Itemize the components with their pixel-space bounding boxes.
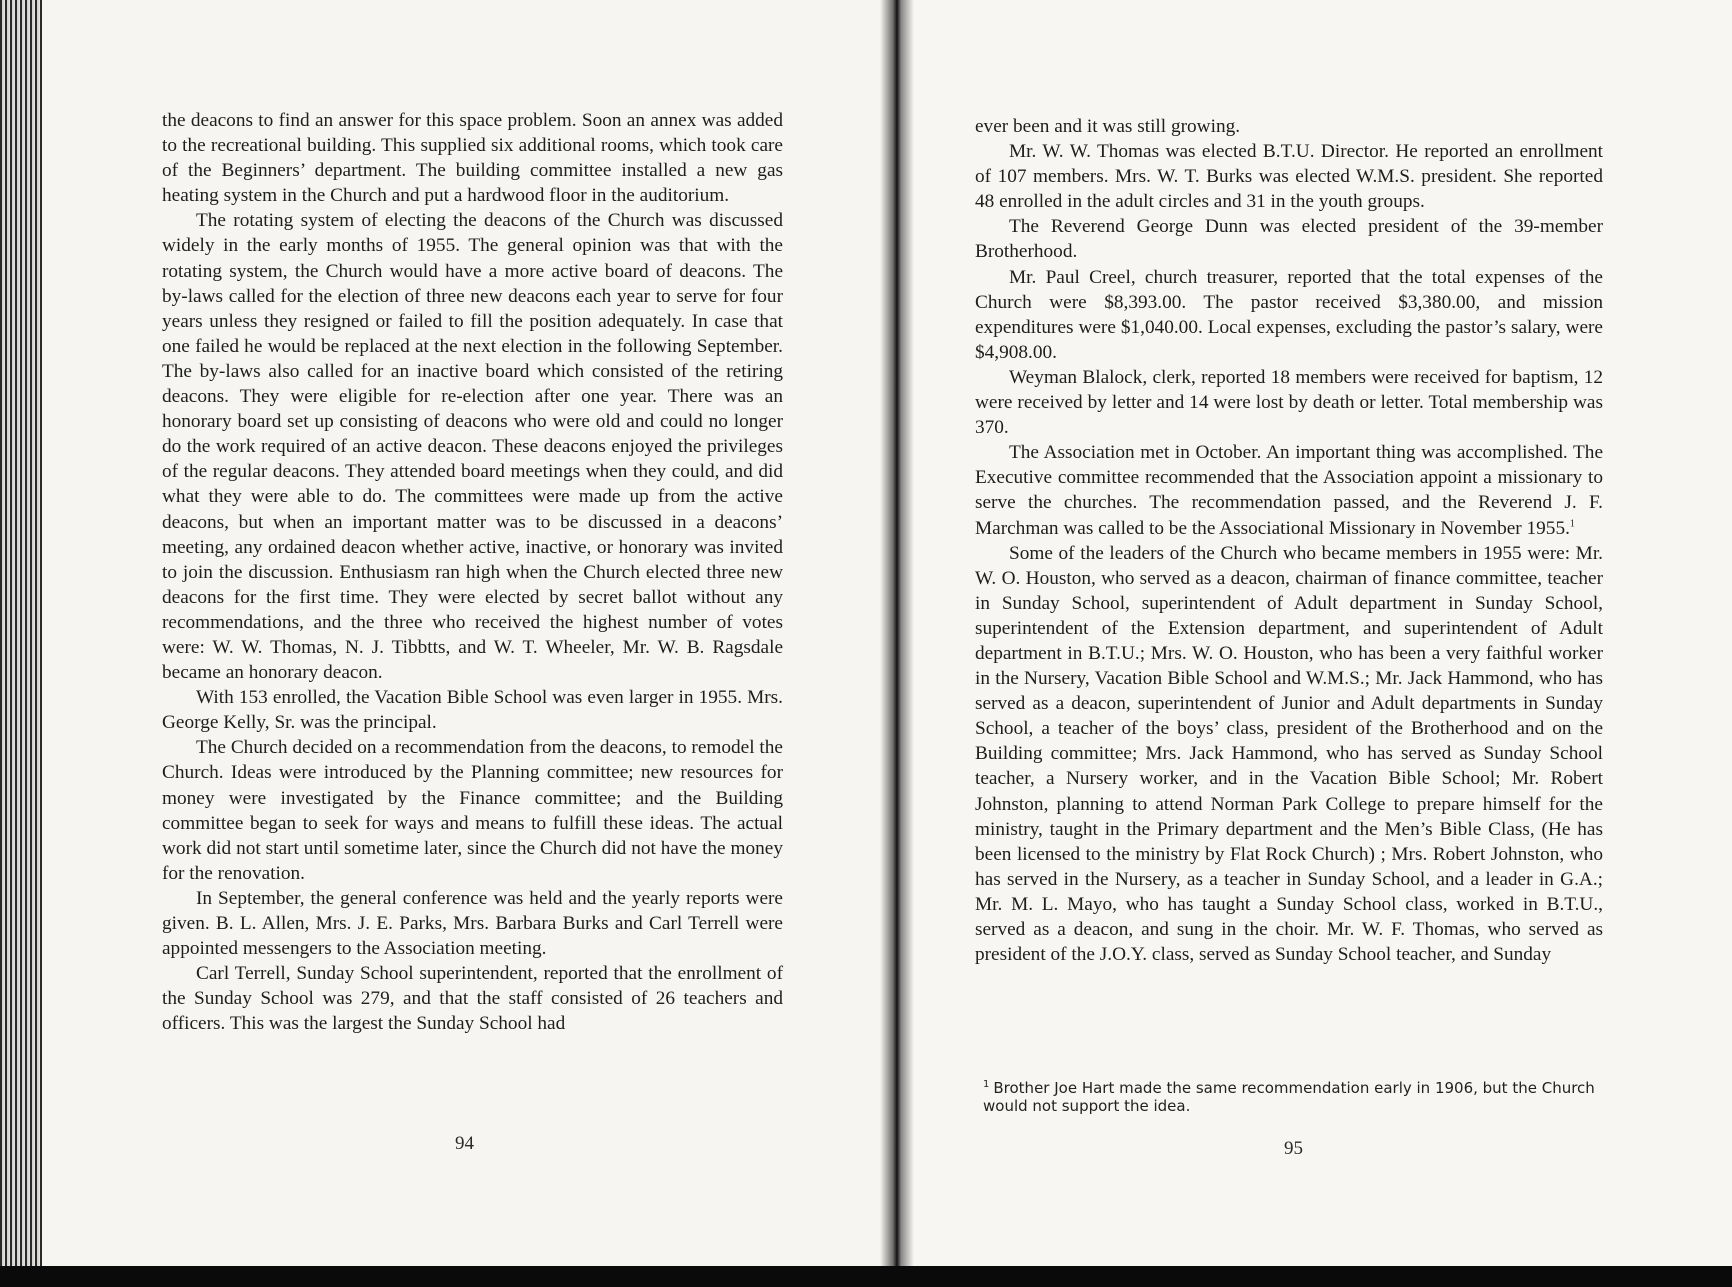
paragraph: the deacons to find an answer for this space problem. Soon an annex was added to the recreational building. This supplied six additional rooms, which took care of the Beginners’ department. The building committee installed a new gas heating system in the Church and put a hardwood floor in the auditorium.	[162, 110, 783, 207]
left-page-text	[162, 108, 783, 1036]
page-number: 95	[1284, 1138, 1303, 1159]
paragraph: Mr. W. W. Thomas was elected B.T.U. Director. He reported an enrollment of 107 members. Mrs. W. T. Burks was elected W.M.S. president. She reported 48 enrolled in the adult circles and 31 in the youth groups.	[975, 141, 1603, 213]
paragraph: The Church decided on a recommendation from the deacons, to remodel the Church. Ideas were introduced by the Planning committee; new resources for money were investigated by the Finance committee; and the Building committee began to seek for ways and means to fulfill these ideas. The actual work did not start until sometime later, since the Church did not have the money for the renovation.	[162, 737, 783, 884]
footnote	[983, 1076, 1605, 1115]
paragraph-text: The Association met in October. An important thing was accomplished. The Executive committee recommended that the Association appoint a missionary to serve the churches. The recommendation passed, and the Reverend J. F. Marchman was called to be the Associational Missionary in November 1955.	[975, 442, 1603, 539]
scan-bottom-edge	[0, 1266, 1732, 1287]
right-page-text	[975, 114, 1603, 967]
book-gutter	[880, 0, 914, 1287]
paragraph: The rotating system of electing the deacons of the Church was discussed widely in the early months of 1955. The general opinion was that with the rotating system, the Church would have a more active board of deacons. The by-laws called for the election of three new deacons each year to serve for four years unless they resigned or failed to fill the position adequately. In case that one failed he would be replaced at the next election in the following September. The by-laws also called for an inactive board which consisted of the retiring deacons. They were eligible for re-election after one year. There was an honorary board set up consisting of deacons who were old and could no longer do the work required of an active deacon. These deacons enjoyed the privileges of the regular deacons. They attended board meetings when they could, and did what they were able to do. The committees were made up from the active deacons, but when an important matter was to be discussed in a deacons’ meeting, any ordained deacon whether active, inactive, or honorary was invited to join the discussion. Enthusiasm ran high when the Church elected three new deacons for the first time. They were elected by secret ballot without any recommendations, and the three who received the highest number of votes were: W. W. Thomas, N. J. Tibbtts, and W. T. Wheeler, Mr. W. B. Ragsdale became an honorary deacon.	[162, 210, 783, 684]
paragraph: The Reverend George Dunn was elected president of the 39-member Brotherhood.	[975, 216, 1603, 263]
paragraph-with-footnote	[975, 440, 1603, 540]
paragraph: Some of the leaders of the Church who became members in 1955 were: Mr. W. O. Houston, who served as a deacon, chairman of finance committee, teacher in Sunday School, superintendent of Adult department in Sunday School, superintendent of the Extension department, and superintendent of Adult department in B.T.U.; Mrs. W. O. Houston, who has been a very faithful worker in the Nursery, Vacation Bible School and W.M.S.; Mr. Jack Hammond, who has served as a deacon, superintendent of Junior and Adult departments in Sunday School, a teacher of the boys’ class, president of the Brotherhood and on the Building committee; Mrs. Jack Hammond, who has served as Sunday School teacher, a Nursery worker, and in the Vacation Bible School; Mr. Robert Johnston, planning to attend Norman Park College to prepare himself for the ministry, taught in the Primary department and the Men’s Bible Class, (He has been licensed to the ministry by Flat Rock Church) ; Mrs. Robert Johnston, who has served in the Nursery, as a teacher in Sunday School, and a leader in G.A.; Mr. M. L. Mayo, who has taught a Sunday School class, worked in B.T.U., served as a deacon, and sung in the choir. Mr. W. F. Thomas, who served as president of the J.O.Y. class, served as Sunday School teacher, and Sunday	[975, 542, 1603, 966]
paragraph: Weyman Blalock, clerk, reported 18 members were received for baptism, 12 were received by letter and 14 were lost by death or letter. Total membership was 370.	[975, 366, 1603, 439]
paragraph: In September, the general conference was held and the yearly reports were given. B. L. Allen, Mrs. J. E. Parks, Mrs. Barbara Burks and Carl Terrell were appointed messengers to the Association meeting.	[162, 887, 783, 960]
footnote-reference: 1	[1569, 518, 1575, 530]
paragraph: Mr. Paul Creel, church treasurer, reported that the total expenses of the Church were $8,393.00. The pastor received $3,380.00, and mission expenditures were $1,040.00. Local expenses, excluding the pastor’s salary, were $4,908.00.	[975, 266, 1603, 363]
paragraph: Carl Terrell, Sunday School superintendent, reported that the enrollment of the Sunday School was 279, and that the staff consisted of 26 teachers and officers. This was the largest the Sunday School had	[162, 963, 783, 1035]
paragraph: ever been and it was still growing.	[975, 116, 1241, 137]
footnote-mark: 1	[983, 1079, 990, 1090]
paragraph: With 153 enrolled, the Vacation Bible School was even larger in 1955. Mrs. George Kelly, Sr. was the principal.	[162, 687, 783, 734]
footnote-text: Brother Joe Hart made the same recommendation early in 1906, but the Church would not support the idea.	[983, 1079, 1595, 1115]
page-edges	[0, 0, 42, 1287]
page-number: 94	[455, 1133, 474, 1154]
